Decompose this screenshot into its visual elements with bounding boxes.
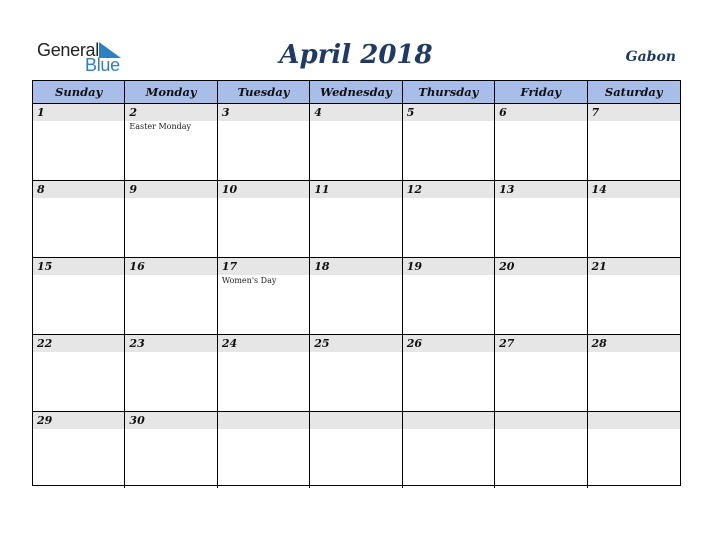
week-row <box>33 104 680 181</box>
day-cell <box>588 335 680 411</box>
day-number: 15 <box>33 258 124 275</box>
day-cell <box>403 104 495 180</box>
day-number: 13 <box>495 181 586 198</box>
day-number: 6 <box>495 104 586 121</box>
weekday-header: Sunday <box>33 81 125 103</box>
day-cell <box>218 412 310 488</box>
day-cell <box>588 412 680 488</box>
day-cell <box>310 181 402 257</box>
day-number: 2 <box>125 104 216 121</box>
logo-text-general: General <box>37 40 99 60</box>
day-number <box>495 412 586 429</box>
day-number: 8 <box>33 181 124 198</box>
day-cell <box>125 104 217 180</box>
day-cell <box>218 104 310 180</box>
day-cell <box>310 412 402 488</box>
week-row <box>33 181 680 258</box>
day-cell <box>310 104 402 180</box>
day-number <box>218 412 309 429</box>
weekday-header: Monday <box>125 81 217 103</box>
day-number: 30 <box>125 412 216 429</box>
day-cell <box>403 412 495 488</box>
day-number: 1 <box>33 104 124 121</box>
day-number: 20 <box>495 258 586 275</box>
day-number <box>588 412 680 429</box>
holiday-label: Easter Monday <box>129 122 192 131</box>
day-number: 5 <box>403 104 494 121</box>
day-cell <box>403 335 495 411</box>
day-number <box>310 412 401 429</box>
day-cell <box>588 181 680 257</box>
day-number: 3 <box>218 104 309 121</box>
day-cell <box>403 258 495 334</box>
day-number: 24 <box>218 335 309 352</box>
day-cell <box>125 335 217 411</box>
day-number: 29 <box>33 412 124 429</box>
day-number: 19 <box>403 258 494 275</box>
day-number: 18 <box>310 258 401 275</box>
day-cell <box>495 258 587 334</box>
day-number: 22 <box>33 335 124 352</box>
day-cell <box>218 181 310 257</box>
day-number: 16 <box>125 258 216 275</box>
day-cell <box>495 181 587 257</box>
day-cell <box>588 104 680 180</box>
day-number: 27 <box>495 335 586 352</box>
day-number: 11 <box>310 181 401 198</box>
day-cell <box>125 181 217 257</box>
day-cell <box>218 335 310 411</box>
country-label: Gabon <box>625 49 676 65</box>
day-number: 28 <box>588 335 680 352</box>
day-number: 26 <box>403 335 494 352</box>
day-cell <box>218 258 310 334</box>
week-row <box>33 412 680 488</box>
weekday-header: Wednesday <box>310 81 402 103</box>
week-row <box>33 335 680 412</box>
day-cell <box>33 104 125 180</box>
logo-text-blue: Blue <box>85 55 120 75</box>
day-cell <box>33 412 125 488</box>
weekday-header: Thursday <box>403 81 495 103</box>
day-number: 25 <box>310 335 401 352</box>
day-cell <box>125 412 217 488</box>
day-cell <box>588 258 680 334</box>
weekday-header: Friday <box>495 81 587 103</box>
day-number: 21 <box>588 258 680 275</box>
day-cell <box>125 258 217 334</box>
week-row <box>33 258 680 335</box>
weekday-header: Saturday <box>604 85 663 99</box>
day-number: 14 <box>588 181 680 198</box>
day-cell <box>403 181 495 257</box>
day-cell <box>310 335 402 411</box>
day-cell <box>33 258 125 334</box>
day-cell <box>495 412 587 488</box>
holiday-label: Women's Day <box>221 276 277 285</box>
day-cell <box>310 258 402 334</box>
calendar-title: April 2018 <box>279 40 433 70</box>
day-number: 7 <box>588 104 680 121</box>
day-number: 17 <box>218 258 309 275</box>
day-number: 9 <box>125 181 216 198</box>
day-cell <box>495 335 587 411</box>
day-cell <box>33 181 125 257</box>
day-cell <box>495 104 587 180</box>
day-number: 4 <box>310 104 401 121</box>
day-number: 23 <box>125 335 216 352</box>
calendar-grid <box>32 80 681 486</box>
day-number: 10 <box>218 181 309 198</box>
weekday-header: Tuesday <box>218 81 310 103</box>
weekday-header-row <box>33 81 680 104</box>
day-number: 12 <box>403 181 494 198</box>
day-number <box>403 412 494 429</box>
day-cell <box>33 335 125 411</box>
